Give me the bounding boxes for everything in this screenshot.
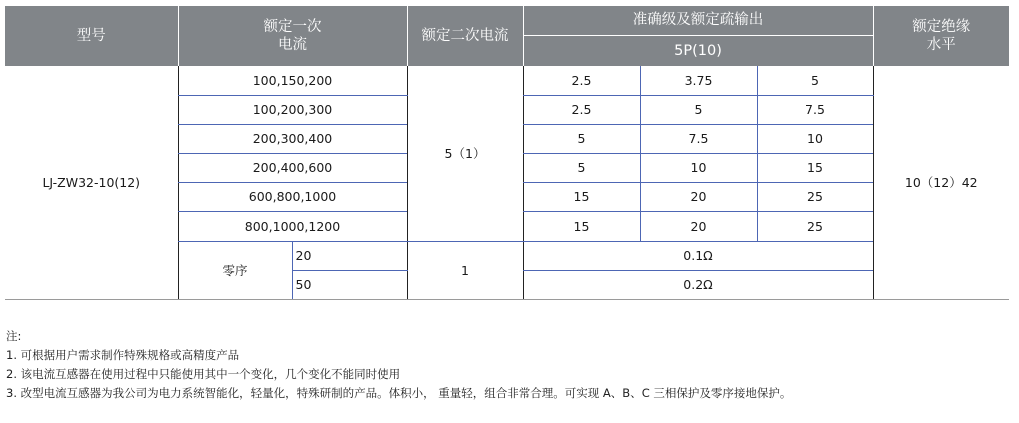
table-row — [5, 66, 1009, 95]
output-cell: 2.5 — [523, 95, 640, 124]
output-cell: 5 — [523, 124, 640, 153]
zero-primary-cell: 20 — [292, 241, 407, 270]
header-insulation — [873, 6, 1009, 66]
primary-current-cell: 600,800,1000 — [178, 182, 407, 211]
header-primary-current-line2: 电流 — [278, 37, 307, 53]
output-cell: 5 — [523, 153, 640, 182]
primary-current-cell: 200,400,600 — [178, 153, 407, 182]
zero-output-cell: 0.1Ω — [523, 241, 873, 270]
primary-current-cell: 800,1000,1200 — [178, 211, 407, 241]
output-cell: 5 — [640, 95, 757, 124]
zero-sequence-label: 零序 — [178, 241, 292, 299]
output-cell: 2.5 — [523, 66, 640, 95]
note-item: 3. 改型电流互感器为我公司为电力系统智能化，轻量化，特殊研制的产品。体积小， 重量轻，组合非常合理。可实现 A、B、C 三相保护及零序接地保护。 — [6, 386, 792, 400]
header-accuracy-class: 5P(10) — [523, 35, 873, 66]
output-cell: 20 — [640, 182, 757, 211]
output-cell: 7.5 — [757, 95, 873, 124]
output-cell: 10 — [640, 153, 757, 182]
output-cell: 20 — [640, 211, 757, 241]
notes — [6, 327, 791, 403]
output-cell: 10 — [757, 124, 873, 153]
output-cell: 15 — [523, 182, 640, 211]
zero-primary-cell: 50 — [292, 270, 407, 299]
header-primary-current-line1: 额定一次 — [263, 19, 322, 35]
output-cell: 5 — [757, 66, 873, 95]
output-cell: 25 — [757, 182, 873, 211]
output-cell: 7.5 — [640, 124, 757, 153]
output-cell: 3.75 — [640, 66, 757, 95]
primary-current-cell: 100,200,300 — [178, 95, 407, 124]
output-cell: 15 — [523, 211, 640, 241]
header-model: 型号 — [5, 6, 178, 66]
header-secondary-current: 额定二次电流 — [407, 6, 523, 66]
output-cell: 15 — [757, 153, 873, 182]
zero-output-cell: 0.2Ω — [523, 270, 873, 299]
note-item: 2. 该电流互感器在使用过程中只能使用其中一个变化，几个变化不能同时使用 — [6, 367, 401, 381]
output-cell: 25 — [757, 211, 873, 241]
primary-current-cell: 200,300,400 — [178, 124, 407, 153]
spec-table — [5, 6, 1009, 300]
header-insulation-line1: 额定绝缘 — [912, 19, 971, 35]
insulation-value: 10（12）42 — [873, 66, 1009, 299]
notes-title: 注: — [6, 329, 22, 343]
secondary-current-zero: 1 — [407, 241, 523, 299]
header-accuracy-group: 准确级及额定疏输出 — [523, 6, 873, 35]
model-value: LJ-ZW32-10(12) — [5, 66, 178, 299]
primary-current-cell: 100,150,200 — [178, 66, 407, 95]
header-primary-current — [178, 6, 407, 66]
header-insulation-line2: 水平 — [926, 37, 956, 53]
note-item: 1. 可根据用户需求制作特殊规格或高精度产品 — [6, 348, 240, 362]
secondary-current-main: 5（1） — [407, 66, 523, 241]
